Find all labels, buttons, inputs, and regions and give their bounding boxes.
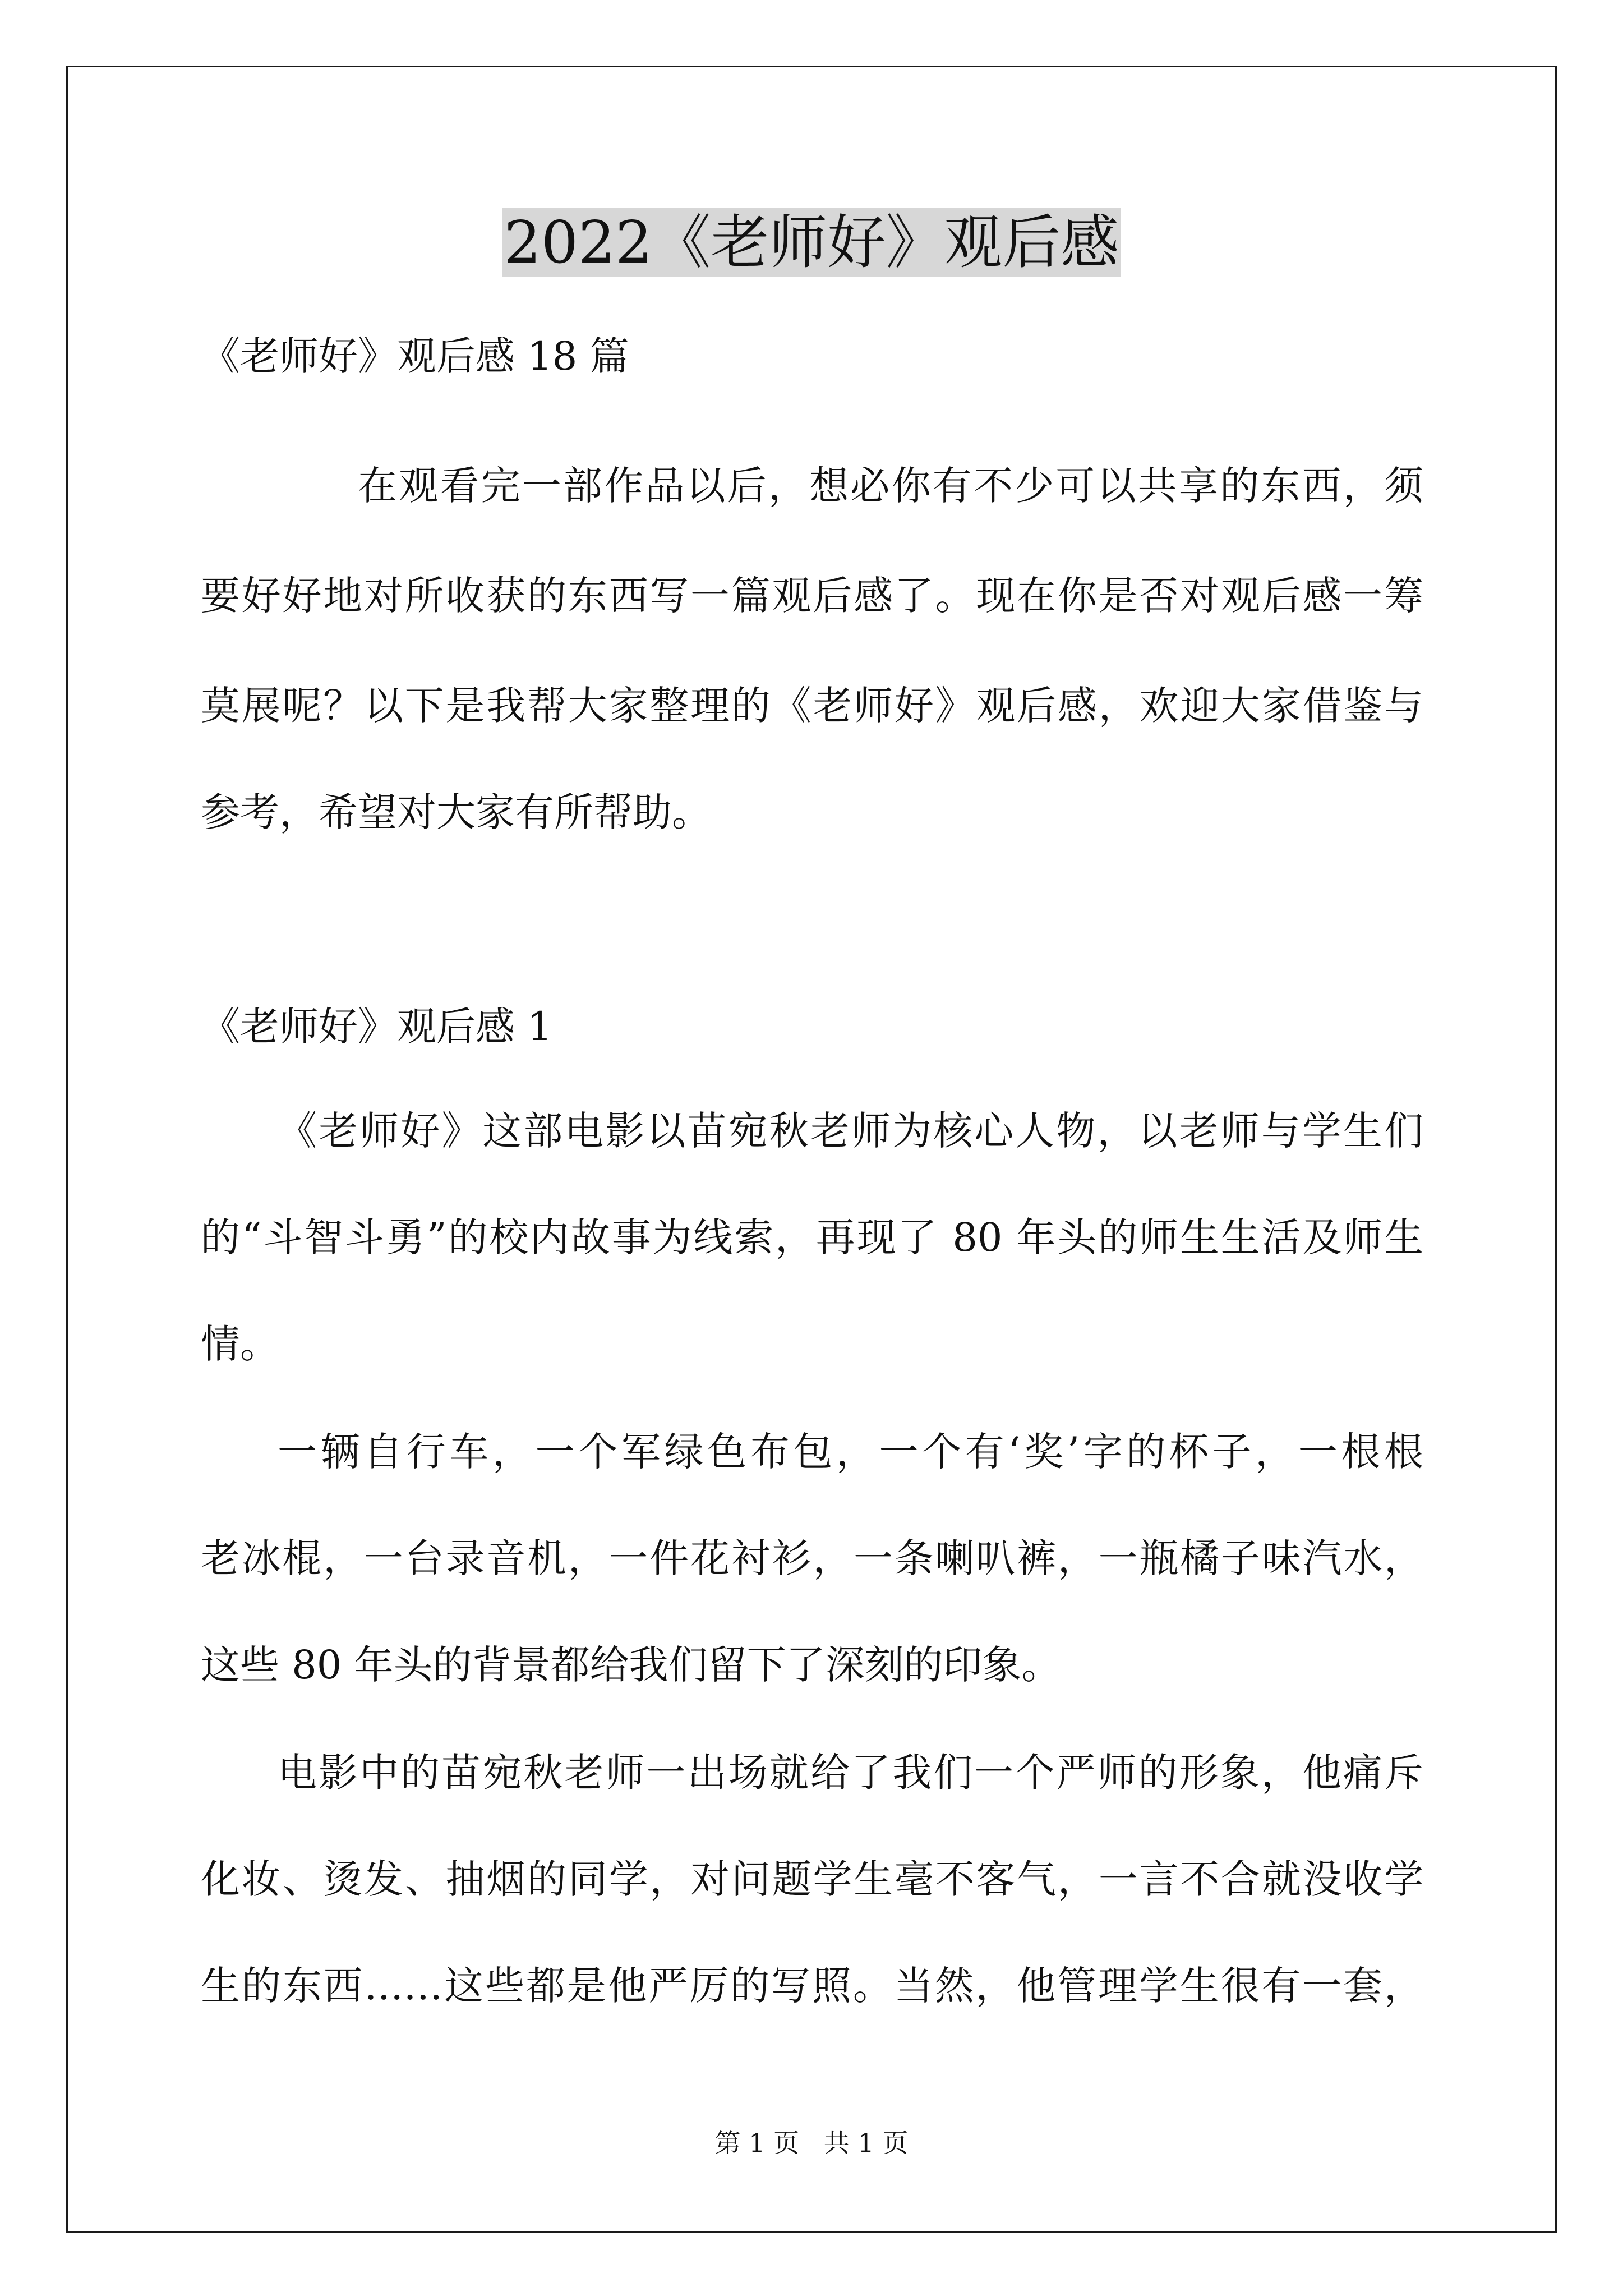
document-title-text: 2022《老师好》观后感 (502, 208, 1122, 277)
paragraph3-line-3: 生的东西……这些都是他严厉的写照。当然，他管理学生很有一套， (201, 1963, 1423, 2009)
paragraph2-line-3: 这些 80 年头的背景都给我们留下了深刻的印象。 (201, 1642, 1061, 1688)
intro-line-3: 莫展呢？以下是我帮大家整理的《老师好》观后感，欢迎大家借鉴与 (201, 683, 1423, 729)
paragraph3-line-1: 电影中的苗宛秋老师一出场就给了我们一个严师的形象，他痛斥 (278, 1750, 1423, 1796)
paragraph1-line-2: 的“斗智斗勇”的校内故事为线索，再现了 80 年头的师生生活及师生 (201, 1214, 1423, 1260)
paragraph2-line-2: 老冰棍，一台录音机，一件花衬衫，一条喇叭裤，一瓶橘子味汽水， (201, 1535, 1423, 1581)
paragraph1-line-1: 《老师好》这部电影以苗宛秋老师为核心人物，以老师与学生们 (278, 1108, 1423, 1154)
intro-line-2: 要好好地对所收获的东西写一篇观后感了。现在你是否对观后感一筹 (201, 573, 1423, 619)
intro-line-1: 在观看完一部作品以后，想必你有不少可以共享的东西，须 (358, 463, 1423, 509)
document-subtitle: 《老师好》观后感 18 篇 (201, 333, 629, 379)
paragraph3-line-2: 化妆、烫发、抽烟的同学，对问题学生毫不客气，一言不合就没收学 (201, 1856, 1423, 1902)
section-heading: 《老师好》观后感 1 (201, 1004, 552, 1050)
page-footer: 第 1 页 共 1 页 (714, 2128, 909, 2158)
paragraph1-line-3: 情。 (201, 1321, 279, 1367)
document-title (0, 203, 1623, 282)
intro-line-4: 参考，希望对大家有所帮助。 (201, 789, 711, 835)
paragraph2-line-1: 一辆自行车，一个军绿色布包，一个有‘奖’字的杯子，一根根 (278, 1429, 1423, 1475)
